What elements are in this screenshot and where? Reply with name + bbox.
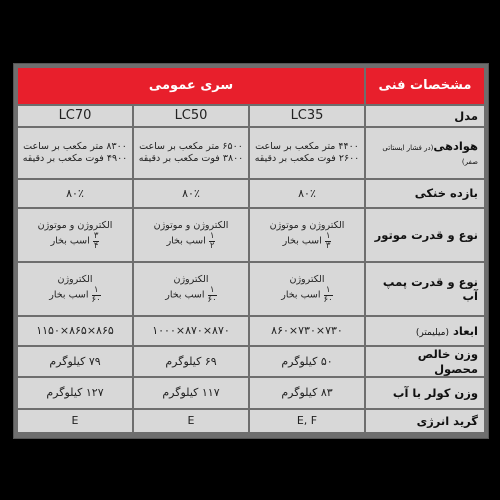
row-label-model: مدل <box>366 106 484 126</box>
pump-type: الکتروژن <box>289 274 325 286</box>
motor-unit: اسب بخار <box>282 235 322 247</box>
pump-unit: اسب بخار <box>49 289 89 301</box>
motor-type: الکتروژن و موتوژن <box>269 220 345 232</box>
motor-power-fraction: $\frac{۱}{۲}$ <box>209 231 215 251</box>
motor-power-fraction: $\frac{۱}{۳}$ <box>325 231 331 251</box>
row-label-cooling-efficiency: بازده خنکی <box>366 180 484 207</box>
net-weight-lc35: ۵۰ کیلوگرم <box>250 347 364 376</box>
airflow-lc70-m3h: ۸۳۰۰ متر مکعب بر ساعت <box>23 141 127 153</box>
table-row-weight-with-water <box>18 378 484 408</box>
pump-lc50 <box>134 263 248 315</box>
pump-type: الکتروژن <box>173 274 209 286</box>
table-row-model <box>18 106 484 126</box>
airflow-lc50-m3h: ۶۵۰۰ متر مکعب بر ساعت <box>139 141 243 153</box>
model-lc50: LC50 <box>134 106 248 126</box>
cooling-lc70: ۸۰٪ <box>18 180 132 207</box>
row-label-energy-grade: گرید انرژی <box>366 410 484 432</box>
table-row-airflow <box>18 128 484 178</box>
energy-lc50: E <box>134 410 248 432</box>
airflow-sublabel: (در فشار ایستاتی صفر) <box>382 143 478 167</box>
cooling-lc50: ۸۰٪ <box>134 180 248 207</box>
airflow-lc50-cfm: ۳۸۰۰ فوت مکعب بر دقیقه <box>138 153 244 165</box>
row-label-pump: نوع و قدرت پمپ آب <box>366 263 484 315</box>
row-label-airflow <box>366 128 484 178</box>
specs-table <box>16 66 486 434</box>
table-row-energy-grade <box>18 410 484 432</box>
table-row-pump <box>18 263 484 315</box>
model-lc70: LC70 <box>18 106 132 126</box>
model-lc35: LC35 <box>250 106 364 126</box>
table-row-cooling-efficiency <box>18 180 484 207</box>
motor-unit: اسب بخار <box>50 235 90 247</box>
specs-title: مشخصات فنی <box>366 68 484 104</box>
airflow-lc35-m3h: ۴۴۰۰ متر مکعب بر ساعت <box>255 141 359 153</box>
airflow-lc35 <box>250 128 364 178</box>
motor-lc35 <box>250 209 364 261</box>
pump-lc35 <box>250 263 364 315</box>
motor-lc50 <box>134 209 248 261</box>
airflow-lc35-cfm: ۲۶۰۰ فوت مکعب بر دقیقه <box>254 153 360 165</box>
dimensions-lc70: ۸۶۵×۸۶۵×۱۱۵۰ <box>18 317 132 345</box>
pump-power-fraction: $\frac{۱}{۶۰}$ <box>323 285 333 305</box>
water-weight-lc70: ۱۲۷ کیلوگرم <box>18 378 132 408</box>
airflow-lc70-cfm: ۴۹۰۰ فوت مکعب بر دقیقه <box>22 153 128 165</box>
motor-power-fraction: $\frac{۳}{۴}$ <box>93 231 99 251</box>
net-weight-lc50: ۶۹ کیلوگرم <box>134 347 248 376</box>
energy-lc35: E, F <box>250 410 364 432</box>
row-label-net-weight: وزن خالص محصول <box>366 347 484 376</box>
table-header-row <box>18 68 484 104</box>
motor-type: الکتروژن و موتوژن <box>37 220 113 232</box>
pump-power-fraction: $\frac{۱}{۶۰}$ <box>91 285 101 305</box>
water-weight-lc35: ۸۳ کیلوگرم <box>250 378 364 408</box>
dimensions-lc50: ۸۷۰×۸۷۰×۱۰۰۰ <box>134 317 248 345</box>
airflow-label: هوادهی <box>433 138 478 153</box>
row-label-weight-with-water: وزن کولر با آب <box>366 378 484 408</box>
row-label-motor: نوع و قدرت موتور <box>366 209 484 261</box>
table-row-dimensions <box>18 317 484 345</box>
pump-unit: اسب بخار <box>165 289 205 301</box>
pump-lc70 <box>18 263 132 315</box>
pump-power-fraction: $\frac{۱}{۶۰}$ <box>207 285 217 305</box>
motor-type: الکتروژن و موتوژن <box>153 220 229 232</box>
dimensions-sublabel: (میلیمتر) <box>415 327 449 338</box>
table-row-motor <box>18 209 484 261</box>
airflow-lc50 <box>134 128 248 178</box>
pump-unit: اسب بخار <box>281 289 321 301</box>
net-weight-lc70: ۷۹ کیلوگرم <box>18 347 132 376</box>
pump-type: الکتروژن <box>57 274 93 286</box>
motor-lc70 <box>18 209 132 261</box>
row-label-dimensions <box>366 317 484 345</box>
airflow-lc70 <box>18 128 132 178</box>
water-weight-lc50: ۱۱۷ کیلوگرم <box>134 378 248 408</box>
energy-lc70: E <box>18 410 132 432</box>
cooling-lc35: ۸۰٪ <box>250 180 364 207</box>
table-row-net-weight <box>18 347 484 376</box>
series-title: سری عمومی <box>18 68 364 104</box>
dimensions-label: ابعاد <box>453 323 478 338</box>
motor-unit: اسب بخار <box>166 235 206 247</box>
dimensions-lc35: ۷۳۰×۷۳۰×۸۶۰ <box>250 317 364 345</box>
